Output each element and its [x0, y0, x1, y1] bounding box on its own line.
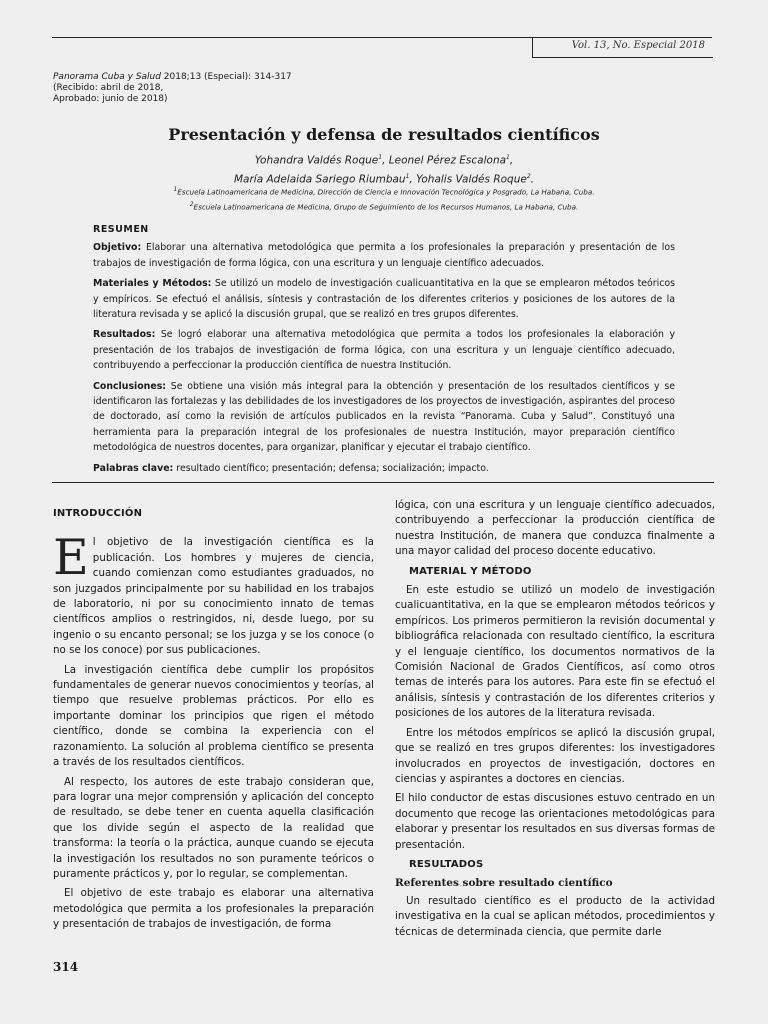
- volume-label: Vol. 13, No. Especial 2018: [571, 40, 705, 51]
- intro-paragraph-1: [53, 529, 374, 658]
- author-sup: 2: [526, 172, 531, 180]
- page-number: 314: [53, 960, 79, 974]
- abstract: [93, 222, 675, 481]
- results-subheading: Referentes sobre resultado científico: [395, 877, 613, 890]
- affiliation-text: Escuela Latinoamericana de Medicina, Dirección de Ciencia e Innovación Tecnológica y Posgrado, La Habana, Cuba.: [177, 187, 595, 197]
- volume-box: [532, 37, 713, 58]
- conclusions-text: Se obtiene una visión más integral para la obtención y presentación de los resultados científicos y se identificaron las fortalezas y las debilidades de los investigadores de los proyectos de investigación, aspirantes del proceso de doctorado, así como la revisión de artículos publicados en la revista “Panorama. Cuba y Salud”. Constituyó una herramienta para la preparación integral de los profesionales de nuestra Institución, mayor preparación científico metodológica de nuestros docentes, para organizar, planificar y ejecutar el trabajo científico.: [93, 380, 675, 454]
- right-column: [395, 498, 715, 944]
- left-column: [53, 502, 374, 937]
- author-sup: 1: [405, 172, 410, 180]
- author-name: Yohandra Valdés Roque: [254, 154, 379, 167]
- author-sep: ,: [382, 154, 389, 167]
- abstract-heading: RESUMEN: [93, 224, 149, 235]
- results-label: Resultados:: [93, 329, 156, 341]
- author-sup: 1: [506, 154, 510, 161]
- affiliation-text: Escuela Latinoamericana de Medicina, Grupo de Seguimiento de los Recursos Humanos, La Habana, Cuba.: [193, 202, 579, 212]
- results-paragraph-1: Un resultado científico es el producto de la actividad investigativa en la cual se aplican métodos, procedimientos y técnicas de determinada ciencia, que permite darle: [395, 894, 715, 938]
- received-date: (Recibido: abril de 2018,: [53, 83, 164, 93]
- methods-label: Materiales y Métodos:: [93, 278, 212, 290]
- authors-line-1: [0, 150, 768, 169]
- intro-text-1: l objetivo de la investigación científica es la publicación. Los hombres y mujeres de ciencia, cuando comienzan como estudiantes graduados, no son juzgados principalmente por su habilidad en los trabajos de laboratorio, ni por su conocimiento innato de temas científicos amplios o restringidos, ni, desde luego, por su ingenio o su encanto personal; se los juzga y se los conoce (o no se los conoce) por sus publicaciones.: [53, 536, 374, 657]
- approved-date: Aprobado: junio de 2018): [53, 94, 168, 104]
- results-heading: RESULTADOS: [409, 858, 484, 870]
- methods-heading: MATERIAL Y MÉTODO: [409, 565, 532, 577]
- abstract-divider: [52, 482, 714, 483]
- objective-label: Objetivo:: [93, 242, 142, 254]
- author-name: María Adelaida Sariego Riumbau: [234, 173, 406, 185]
- abstract-objective: [93, 240, 675, 271]
- conclusions-label: Conclusiones:: [93, 380, 167, 392]
- journal-name: Panorama Cuba y Salud: [53, 72, 161, 82]
- objective-text: Elaborar una alternativa metodológica que permita a los profesionales la preparación y presentación de los trabajos de investigación de forma lógica, con una escritura y un lenguaje científico adecuados.: [93, 242, 675, 269]
- intro-paragraph-4: El objetivo de este trabajo es elaborar una alternativa metodológica que permita a los profesionales la preparación y presentación de trabajos de investigación, de forma: [53, 887, 374, 931]
- author-sep: .: [530, 173, 534, 185]
- intro-paragraph-4-continued: lógica, con una escritura y un lenguaje científico adecuados, contribuyendo a perfeccionar la producción científica de nuestra Institución, de manera que conduzca finalmente a una mayor calidad del proceso docente educativo.: [395, 499, 715, 558]
- intro-paragraph-3: Al respecto, los autores de este trabajo consideran que, para lograr una mejor comprensión y aplicación del concepto de resultado, se debe tener en cuenta aquella clasificación que los divide según el aspecto de la realidad que transforma: la teoría o la práctica, aunque cuando se ejecuta la investigación los resultados no son puramente teóricos o puramente prácticos y, por lo regular, se complementan.: [53, 775, 374, 880]
- abstract-methods: [93, 276, 675, 322]
- methods-paragraph-3: El hilo conductor de estas discusiones estuvo centrado en un documento que recoge las orientaciones metodológicas para elaborar y presentar los resultados en sus diversas formas de presentación.: [395, 792, 715, 851]
- methods-text: Se utilizó un modelo de investigación cualicuantitativa en la que se emplearon métodos teóricos y empíricos. Se efectuó el análisis, síntesis y contrastación de los diferentes criterios y posiciones de los autores de la literatura revisada y se aplicó la discusión grupal, que se realizó en tres grupos diferentes.: [93, 278, 675, 321]
- affiliation-sup: 2: [189, 201, 194, 209]
- affiliation-2: [0, 198, 768, 213]
- citation-details: 2018;13 (Especial): 314-317: [160, 72, 292, 82]
- affiliation-sup: 1: [173, 186, 178, 193]
- article-title: Presentación y defensa de resultados científicos: [168, 125, 600, 144]
- keywords-label: Palabras clave:: [93, 462, 174, 474]
- results-text: Se logró elaborar una alternativa metodológica que permita a todos los profesionales la elaboración y presentación de los trabajos de investigación de forma lógica, con una escritura y un lenguaje científico adecuado, contribuyendo a perfeccionar la producción científica de nuestra Institución.: [93, 329, 675, 372]
- author-name: Yohalis Valdés Roque: [416, 173, 527, 185]
- affiliations: [0, 183, 768, 214]
- affiliation-1: [0, 183, 768, 198]
- methods-paragraph-1: En este estudio se utilizó un modelo de investigación cualicuantitativa, en la que se emplearon métodos teóricos y empíricos. Los primeros permitieron la revisión documental y bibliográfica relacionada con resultado científico, la escritura y el lenguaje científico, los documentos normativos de la Comisión Nacional de Grados Científicos, así como otros temas de interés para los autores. Para este fin se efectuó el análisis, síntesis y contrastación de los diferentes criterios y posiciones de los autores de la literatura revisada.: [395, 584, 715, 720]
- intro-paragraph-2: La investigación científica debe cumplir los propósitos fundamentales de generar nuevos conocimientos y teorías, al tiempo que resuelve problemas prácticos. Por ello es importante dominar los principios que rigen el método científico, donde se combina la experiencia con el razonamiento. La solución al problema científico se presenta a través de los resultados científicos.: [53, 663, 374, 769]
- keywords-text: resultado científico; presentación; defensa; socialización; impacto.: [173, 462, 489, 474]
- author-sep: ,: [509, 154, 514, 167]
- intro-heading: INTRODUCCIÓN: [53, 508, 143, 519]
- author-name: Leonel Pérez Escalona: [388, 154, 507, 167]
- methods-paragraph-2: Entre los métodos empíricos se aplicó la discusión grupal, que se realizó en tres grupos diferentes: los investigadores involucrados en proyectos de investigación, doctores en ciencias y aspirantes a doctores en ciencias.: [395, 726, 715, 785]
- author-sup: 1: [378, 154, 383, 161]
- authors-block: [0, 150, 768, 187]
- drop-cap: E: [53, 529, 89, 587]
- author-sep: ,: [409, 173, 417, 185]
- abstract-results: [93, 327, 675, 373]
- citation-block: [53, 72, 292, 105]
- abstract-conclusions: [93, 379, 675, 456]
- abstract-keywords: [93, 461, 675, 476]
